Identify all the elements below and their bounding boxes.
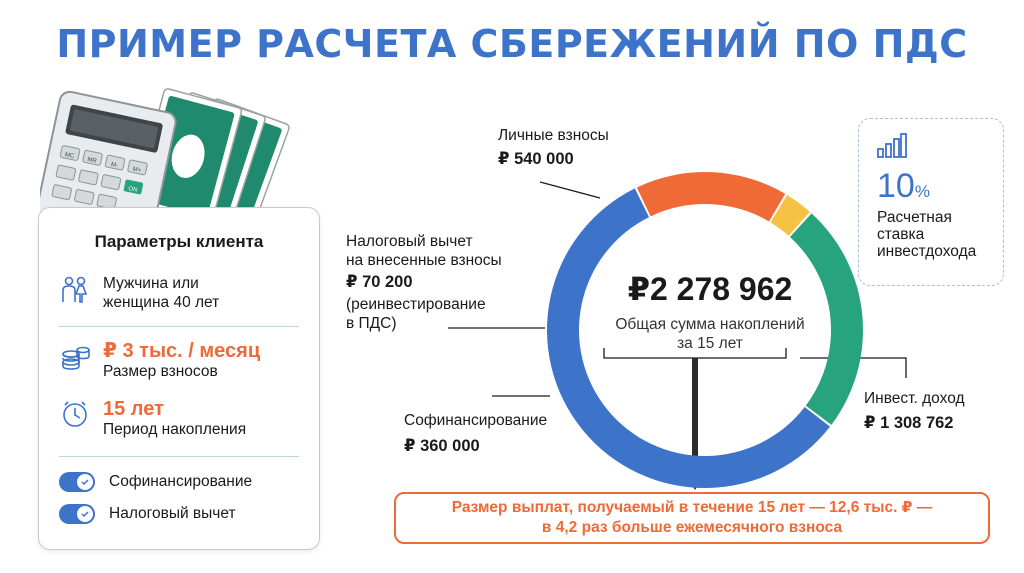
callout-personal xyxy=(498,126,609,169)
total-value: ₽2 278 962 xyxy=(627,271,793,307)
svg-text:MR: MR xyxy=(86,156,98,165)
payout-line2: в 4,2 раз больше ежемесячного взноса xyxy=(541,519,843,536)
svg-text:ON: ON xyxy=(127,186,138,194)
period-value: 15 лет xyxy=(103,398,164,420)
rate-caption: Расчетная ставка инвестдохода xyxy=(877,209,977,260)
page-title: ПРИМЕР РАСЧЕТА СБЕРЕЖЕНИЙ ПО ПДС xyxy=(56,22,968,66)
contribution-value: ₽ 3 тыс. / месяц xyxy=(103,340,261,362)
svg-text:MC: MC xyxy=(64,152,75,160)
total-caption xyxy=(575,315,845,353)
callout-tax-note1: (реинвестирование xyxy=(346,296,486,313)
person-line1: Мужчина или xyxy=(103,275,199,292)
callout-invest-label: Инвест. доход xyxy=(864,390,965,407)
svg-text:M-: M- xyxy=(110,161,119,170)
callout-cofin xyxy=(404,411,547,456)
callout-personal-label: Личные взносы xyxy=(498,127,609,144)
contribution-label: Размер взносов xyxy=(103,363,218,380)
period-label: Период накопления xyxy=(103,421,247,438)
callout-invest-value: ₽ 1 308 762 xyxy=(864,414,954,432)
tax-toggle-label: Налоговый вычет xyxy=(109,505,236,522)
callout-tax-value: ₽ 70 200 xyxy=(346,273,413,291)
callout-tax-note2: в ПДС) xyxy=(346,315,397,332)
params-header: Параметры клиента xyxy=(94,232,264,251)
callout-cofin-label: Софинансирование xyxy=(404,412,548,429)
callout-tax-line1: Налоговый вычет xyxy=(346,233,473,250)
bar-chart-icon xyxy=(877,133,907,159)
callout-personal-value: ₽ 540 000 xyxy=(498,150,574,168)
total-caption-line2: за 15 лет xyxy=(677,335,743,352)
cofin-toggle-label: Софинансирование xyxy=(109,473,253,490)
callout-cofin-value: ₽ 360 000 xyxy=(404,437,480,455)
rate-value: 10% xyxy=(877,167,930,205)
total-caption-line1: Общая сумма накоплений xyxy=(615,316,805,333)
callout-tax xyxy=(346,232,502,333)
callout-invest xyxy=(864,389,965,433)
callout-tax-line2: на внесенные взносы xyxy=(346,252,502,269)
svg-text:M+: M+ xyxy=(132,166,142,175)
rate-card xyxy=(858,118,1004,286)
payout-line1: Размер выплат, получаемый в течение 15 лет — 12,6 тыс. ₽ — xyxy=(451,499,933,516)
payout-banner xyxy=(394,492,990,544)
donut-segment-2 xyxy=(637,172,785,221)
person-line2: женщина 40 лет xyxy=(103,294,220,311)
